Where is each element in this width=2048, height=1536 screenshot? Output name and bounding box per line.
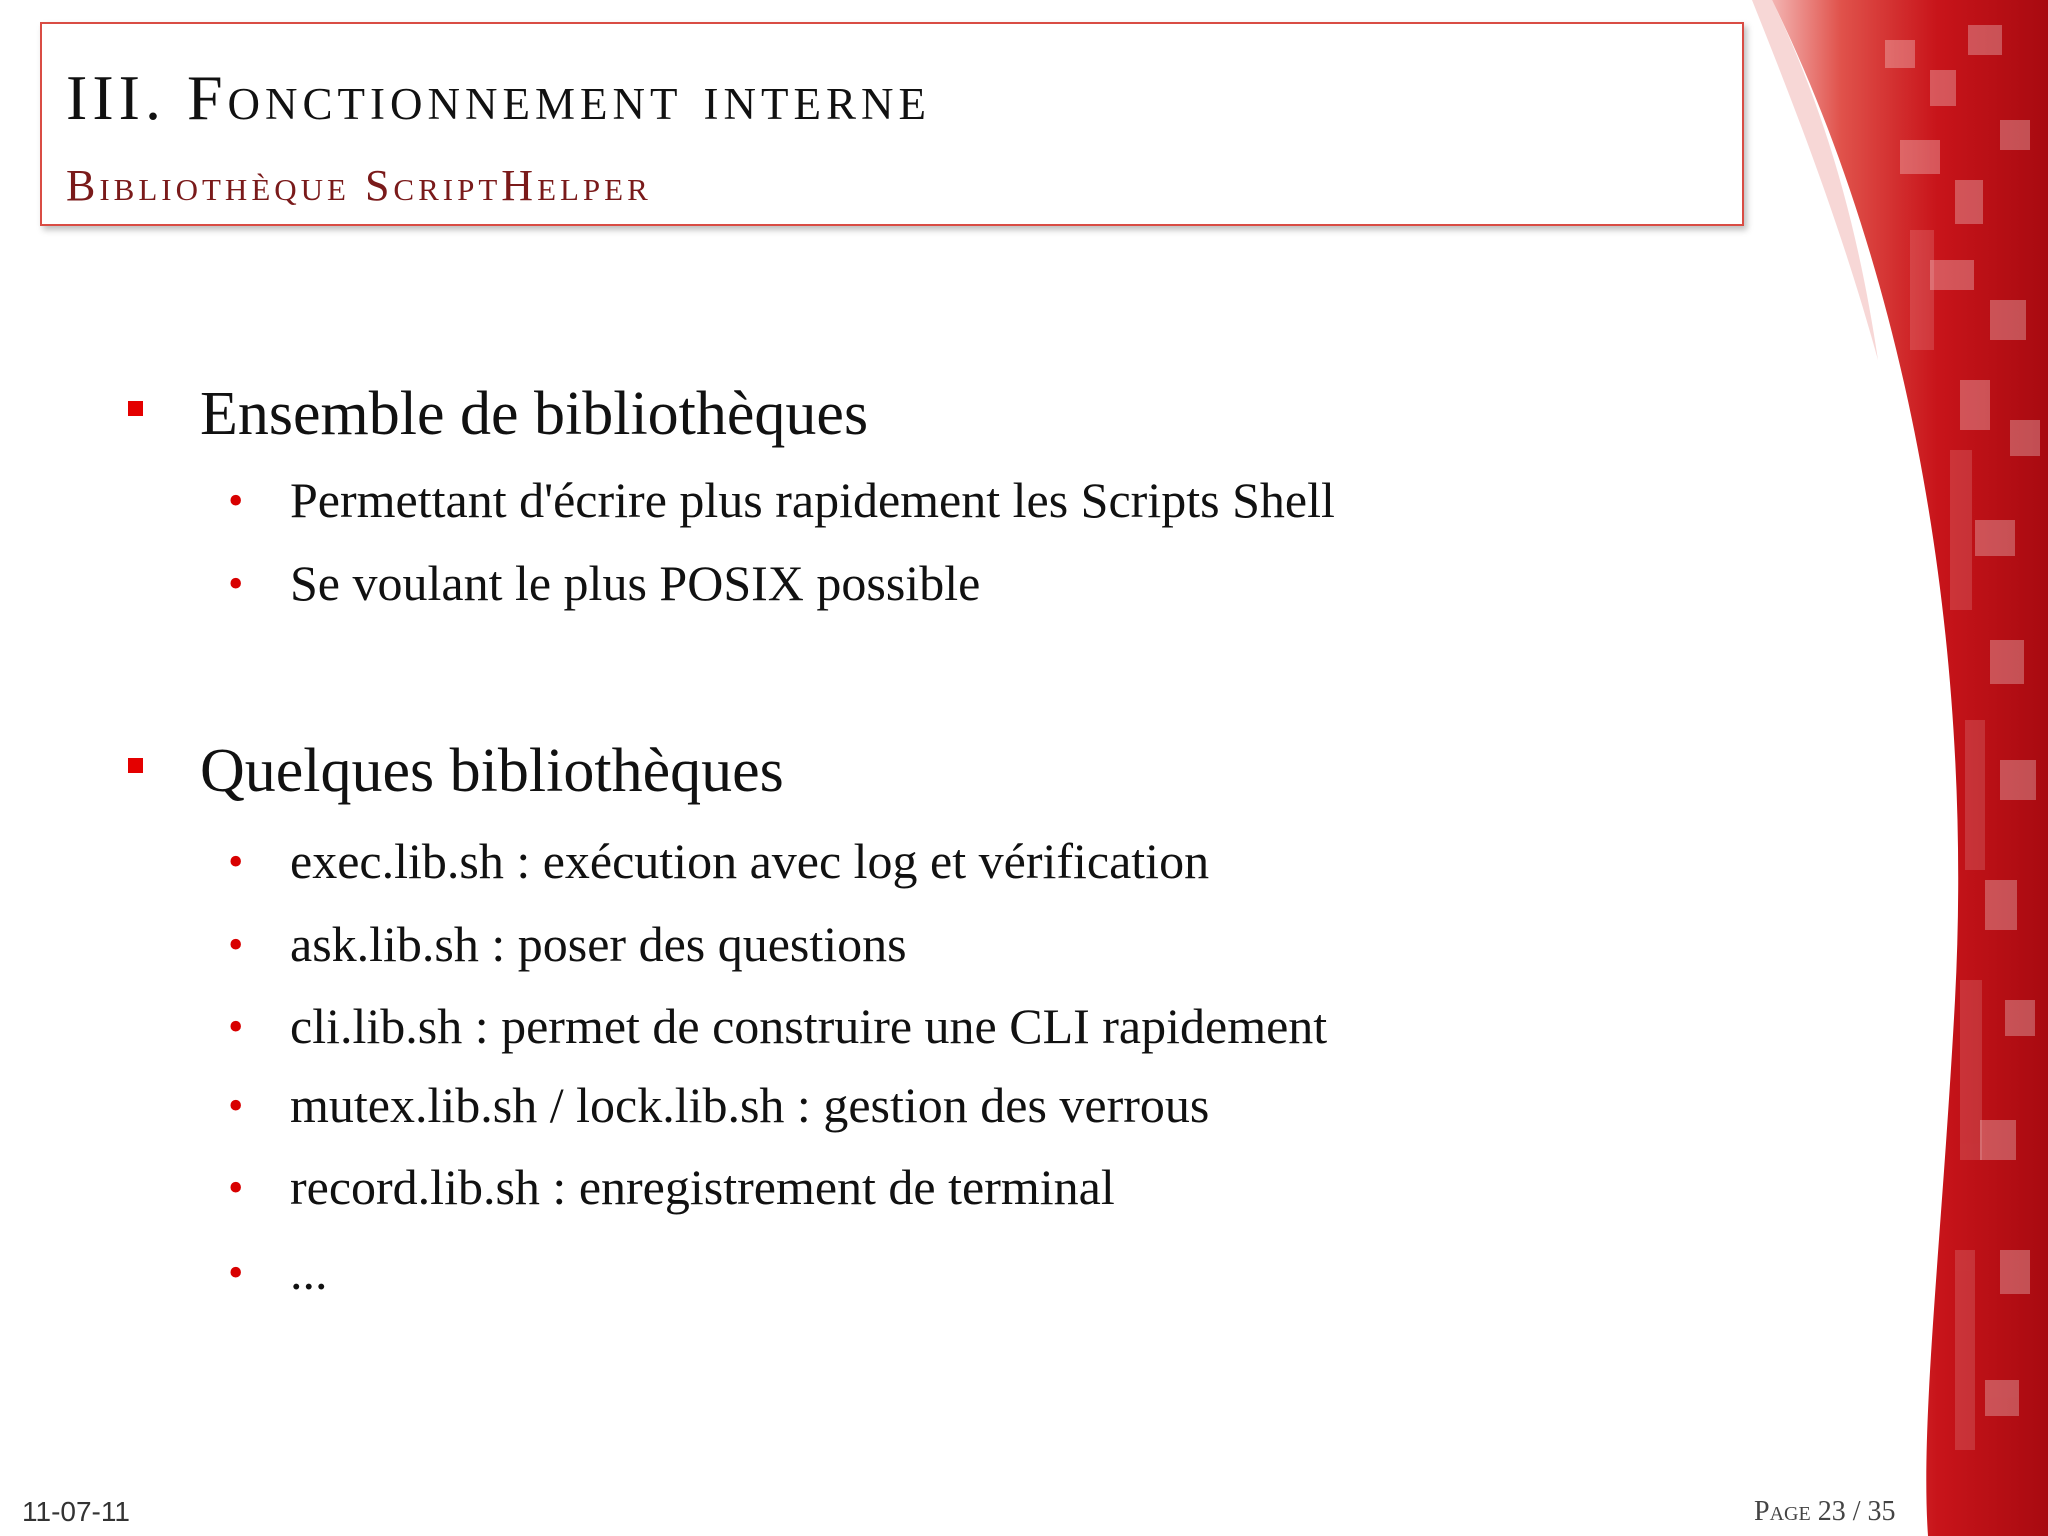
slide-title: III. Fonctionnement interne [66,62,931,133]
round-bullet-icon: • [228,1002,244,1051]
bullet-quelques [200,737,784,805]
page-current: 23 [1817,1496,1846,1527]
sub-bullet-exec [228,833,1210,889]
page-word: Page [1754,1496,1811,1527]
round-bullet-icon: • [228,1081,244,1130]
page-separator: / [1852,1496,1861,1527]
slide-subtitle: Bibliothèque ScriptHelper [66,161,652,210]
sub-bullet-ellipsis [228,1244,328,1300]
sub-bullet-ask [228,916,907,972]
footer-page-number [1754,1496,1895,1528]
sub-bullet-2 [228,555,981,611]
sub-bullet-1-text: Permettant d'écrire plus rapidement les Scripts Shell [290,472,1335,528]
bullet-quelques-text: Quelques bibliothèques [200,737,784,805]
bullet-ensemble-text: Ensemble de bibliothèques [200,380,869,448]
sub-bullet-record [228,1159,1115,1215]
sub-bullet-cli [228,998,1328,1054]
square-bullet-icon [128,401,143,416]
title-box [40,22,1744,226]
footer-date: 11-07-11 [22,1496,130,1527]
sub-bullet-2-text: Se voulant le plus POSIX possible [290,555,981,611]
sub-bullet-1 [228,472,1335,528]
square-bullet-icon [128,758,143,773]
round-bullet-icon: • [228,1163,244,1212]
sub-bullet-exec-text: exec.lib.sh : exécution avec log et vérification [290,833,1210,889]
sub-bullet-record-text: record.lib.sh : enregistrement de terminal [290,1159,1115,1215]
sub-bullet-mutex [228,1077,1210,1133]
page-total: 35 [1867,1496,1896,1527]
round-bullet-icon: • [228,920,244,969]
bullet-ensemble [200,380,869,448]
sub-bullet-ask-text: ask.lib.sh : poser des questions [290,916,907,972]
round-bullet-icon: • [228,559,244,608]
round-bullet-icon: • [228,837,244,886]
round-bullet-icon: • [228,1248,244,1297]
sub-bullet-cli-text: cli.lib.sh : permet de construire une CLI rapidement [290,998,1328,1054]
sub-bullet-mutex-text: mutex.lib.sh / lock.lib.sh : gestion des verrous [290,1077,1210,1133]
sub-bullet-ellipsis-text: ... [290,1244,328,1300]
round-bullet-icon: • [228,476,244,525]
